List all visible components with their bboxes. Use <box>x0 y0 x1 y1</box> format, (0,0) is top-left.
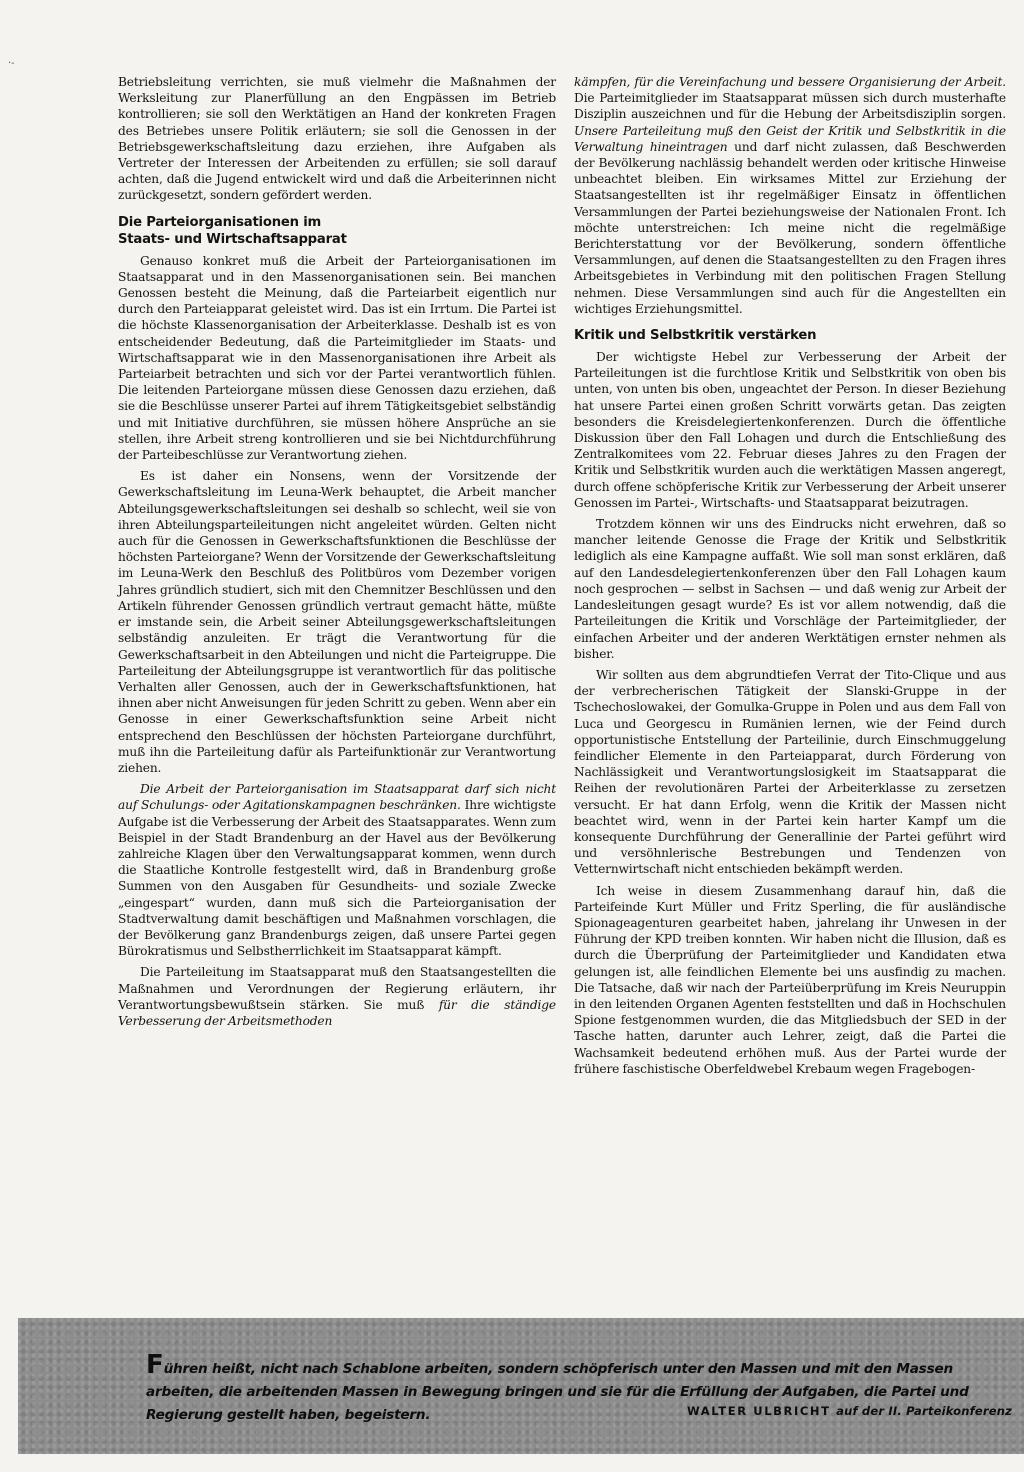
left-paragraph-4-text: Ihre wichtigste Aufgabe ist die Verbesserung der Arbeit des Staatsapparates. Wenn zum Beispiel in der Stadt Brandenburg an der Havel aus der Bevölkerung zahlreiche Klagen über den Verwaltungsapparat kommen, wenn durch die Staatliche Kontrolle festgestellt wird, daß in Brandenburg große Summen von den Ausgaben für Gesundheits- und soziale Zwecke „eingespart“ wurden, dann muß sich die Parteiorganisation der Stadtverwaltung damit beschäftigen und Maßnahmen vorschlagen, die der Bevölkerung ganz Brandenburgs zeigen, daß unsere Partei gegen Bürokratismus und Selbstherrlichkeit im Staatsapparat kämpft. <box>118 798 556 959</box>
right-paragraph-1-italic: kämpfen, für die Vereinfachung und bessere Organisierung der Arbeit. <box>574 75 1006 89</box>
right-paragraph-1 <box>574 74 1006 317</box>
banner-author <box>687 1404 1012 1418</box>
right-paragraph-1-italic-2: Unsere Parteileitung muß den Geist der Kritik und Selbstkritik in die Verwaltung hineintragen <box>574 123 1006 154</box>
banner-author-suffix: auf der II. Parteikonferenz <box>836 1404 1012 1418</box>
banner-initial: F <box>146 1350 164 1380</box>
corner-mark: ·- <box>8 58 15 69</box>
right-paragraph-1-text-a: Die Parteimitglieder im Staatsapparat müssen sich durch musterhafte Disziplin auszeichnen und für die Hebung der Arbeitsdisziplin sorgen. <box>574 91 1006 122</box>
banner-author-name: WALTER ULBRICHT <box>687 1404 831 1418</box>
right-paragraph-1-text-b: und darf nicht zulassen, daß Beschwerden der Bevölkerung nachlässig behandelt werden oder kritische Hinweise unbeachtet bleiben. Ein wirksames Mittel zur Erziehung der Staatsangestellten ist ihr regelmäßiger Einsatz in öffentlichen Versammlungen der Partei beziehungsweise der Nationalen Front. Ich möchte unterstreichen: Ich meine nicht die regelmäßige Berichterstattung vor der Bevölkerung, sondern öffentliche Versammlungen, auf denen die Staatsangestellten zu den Fragen ihres Arbeitsgebietes in Verbindung mit den politischen Fragen Stellung nehmen. Diese Versammlungen sind auch für die Angestellten ein wichtiges Erziehungsmittel. <box>574 139 1006 316</box>
left-paragraph-4 <box>118 781 556 959</box>
left-paragraph-1: Betriebsleitung verrichten, sie muß vielmehr die Maßnahmen der Werksleitung zur Planerfüllung an den Engpässen im Betrieb kontrollieren; sie soll den Werktätigen an Hand der konkreten Fragen des Betriebes unsere Politik erläutern; sie soll die Genossen in der Betriebsgewerkschaftsleitung dazu erziehen, ihre Aufgaben als Vertreter der Interessen der Arbeitenden zu erfüllen; sie soll darauf achten, daß die Jugend entwickelt wird und daß die Arbeiterinnen nicht zurückgesetzt, sondern gefördert werden. <box>118 75 556 203</box>
heading-line-1: Die Parteiorganisationen im <box>118 214 322 230</box>
left-paragraph-5-italic: für die ständige Verbesserung der Arbeitsmethoden <box>118 997 556 1028</box>
left-column <box>118 74 556 1029</box>
left-paragraph-5 <box>118 964 556 1029</box>
quote-banner <box>18 1318 1024 1454</box>
right-paragraph-4: Wir sollten aus dem abgrundtiefen Verrat der Tito-Clique und aus der verbrecherischen Tätigkeit der Slanski-Gruppe in der Tschechoslowakei, der Gomulka-Gruppe in Polen und aus dem Fall von Luca und Georgescu in Rumänien lernen, wie der Feind durch opportunistische Entstellung der Parteilinie, durch Einschmuggelung feindlicher Elemente in den Parteiapparat, durch Förderung von Nachlässigkeit und Verantwortungslosigkeit im Staatsapparat die Reihen der revolutionären Partei der Arbeiterklasse zu zersetzen versucht. Er hat dann Erfolg, wenn die Kritik der Massen nicht beachtet wird, wenn in der Partei kein harter Kampf um die konsequente Durchführung der Generallinie der Partei geführt wird und versöhnlerische Bestrebungen und Tendenzen von Vetternwirtschaft nicht entschieden bekämpft werden. <box>574 667 1006 877</box>
left-paragraph-3: Es ist daher ein Nonsens, wenn der Vorsitzende der Gewerkschaftsleitung im Leuna-Werk behauptet, die Arbeit mancher Abteilungsgewerkschaftsleitungen sei deshalb so schlecht, weil sie von ihren Abteilungsparteileitungen nicht angeleitet würden. Gelten nicht auch für die Genossen in Gewerkschaftsfunktionen die Beschlüsse der höchsten Parteiorgane? Wenn der Vorsitzende der Gewerkschaftsleitung im Leuna-Werk den Beschluß des Politbüros vom Dezember vorigen Jahres gründlich studiert, sich mit den Chemnitzer Beschlüssen und den Artikeln führender Genossen gründlich vertraut gemacht hätte, müßte er imstande sein, die Arbeit seiner Abteilungsgewerkschaftsleitungen selbständig anzuleiten. Er trägt die Verantwortung für die Gewerkschaftsarbeit in den Abteilungen und nicht die Parteigruppe. Die Parteileitung der Abteilungsgruppe ist verantwortlich für das politische Verhalten aller Genossen, auch der in Gewerkschaftsfunktionen, hat ihnen aber nicht Anweisungen für jeden Schritt zu geben. Wenn aber ein Genosse in einer Gewerkschaftsfunktion seine Arbeit nicht entsprechend den Beschlüssen der höchsten Parteiorgane durchführt, muß ihn die Parteileitung dafür als Parteifunktionär zur Verantwortung ziehen. <box>118 469 556 775</box>
right-paragraph-3: Trotzdem können wir uns des Eindrucks nicht erwehren, daß so mancher leitende Genosse die Frage der Kritik und Selbstkritik lediglich als eine Kampagne auffaßt. Wie soll man sonst erklären, daß auf den Landesdelegiertenkonferenzen über den Fall Lohagen kaum noch gesprochen — selbst in Sachsen — und daß wenig zur Arbeit der Landesleitungen gesagt wurde? Es ist vor allem notwendig, daß die Parteileitungen die Kritik und Vorschläge der Parteimitglieder, der einfachen Arbeiter und der anderen Werktätigen ernster nehmen als bisher. <box>574 517 1006 661</box>
banner-quote-text: ühren heißt, nicht nach Schablone arbeiten, sondern schöpferisch unter den Massen und mit den Massen arbeiten, die arbeitenden Massen in Bewegung bringen und sie für die Erfüllung der Aufgaben, die Partei und Regierung gestellt haben, begeistern. <box>146 1361 969 1423</box>
right-paragraph-2: Der wichtigste Hebel zur Verbesserung der Arbeit der Parteileitungen ist die furchtlose Kritik und Selbstkritik von oben bis unten, von unten bis oben, ungeachtet der Person. In dieser Beziehung hat unsere Partei einen großen Schritt vorwärts getan. Das zeigten besonders die Kreisdelegiertenkonferenzen. Durch die öffentliche Diskussion über den Fall Lohagen und durch die Entschließung des Zentralkomitees vom 22. Februar dieses Jahres zu den Fragen der Kritik und Selbstkritik wurden auch die werktätigen Massen angeregt, durch offene schöpferische Kritik zur Verbesserung der Arbeit unserer Genossen im Partei-, Wirtschafts- und Staatsapparat beizutragen. <box>574 350 1006 510</box>
left-paragraph-4-italic: Die Arbeit der Parteiorganisation im Staatsapparat darf sich nicht auf Schulungs- oder Agitationskampagnen beschränken. <box>118 782 556 813</box>
right-paragraph-5: Ich weise in diesem Zusammenhang darauf hin, daß die Parteifeinde Kurt Müller und Fritz Sperling, die für ausländische Spionageagenturen gearbeitet haben, jahrelang ihr Unwesen in der Führung der KPD treiben konnten. Wir haben nicht die Illusion, daß es durch die Überprüfung der Parteimitglieder und Kandidaten etwa gelungen ist, alle feindlichen Elemente bei uns ausfindig zu machen. Die Tatsache, daß wir nach der Parteiüberprüfung im Kreis Neuruppin in den leitenden Organen Agenten feststellten und daß in Hochschulen Spione festgenommen wurden, die das Mitgliedsbuch der SED in der Tasche hatten, darunter auch Lehrer, zeigt, daß die Partei die Wachsamkeit bedeutend erhöhen muß. Aus der Partei wurde der frühere faschistische Oberfeldwebel Krebaum wegen Fragebogen- <box>574 883 1006 1076</box>
heading-kritik: Kritik und Selbstkritik verstärken <box>574 328 817 344</box>
left-paragraph-2: Genauso konkret muß die Arbeit der Parteiorganisationen im Staatsapparat und in den Massenorganisationen sein. Bei manchen Genossen besteht die Meinung, daß die Parteiarbeit eigentlich nur durch den Parteiapparat geleistet wird. Das ist ein Irrtum. Die Partei ist die höchste Klassenorganisation der Arbeiterklasse. Deshalb ist es von entscheidender Bedeutung, daß die Parteimitglieder im Staats- und Wirtschaftsapparat wie in den Massenorganisationen ihre Arbeit als Parteiarbeit betrachten und sich vor der Partei verantwortlich fühlen. Die leitenden Parteiorgane müssen diese Genossen dazu erziehen, daß sie die Beschlüsse unserer Partei auf ihrem Tätigkeitsgebiet selbständig und mit Initiative durchführen, sie müssen höhere Ansprüche an sie stellen, ihre Arbeit streng kontrollieren und sie bei Nichtdurchführung der Parteibeschlüsse zur Verantwortung ziehen. <box>118 253 556 463</box>
left-paragraph-5-text: Die Parteileitung im Staatsapparat muß den Staatsangestellten die Maßnahmen und Verordnungen der Regierung erläutern, ihr Verantwortungsbewußtsein stärken. Sie muß <box>118 965 556 1012</box>
right-column <box>574 74 1006 1077</box>
heading-line-2: Staats- und Wirtschaftsapparat <box>118 231 347 247</box>
heading-parteiorganisationen <box>118 214 556 248</box>
